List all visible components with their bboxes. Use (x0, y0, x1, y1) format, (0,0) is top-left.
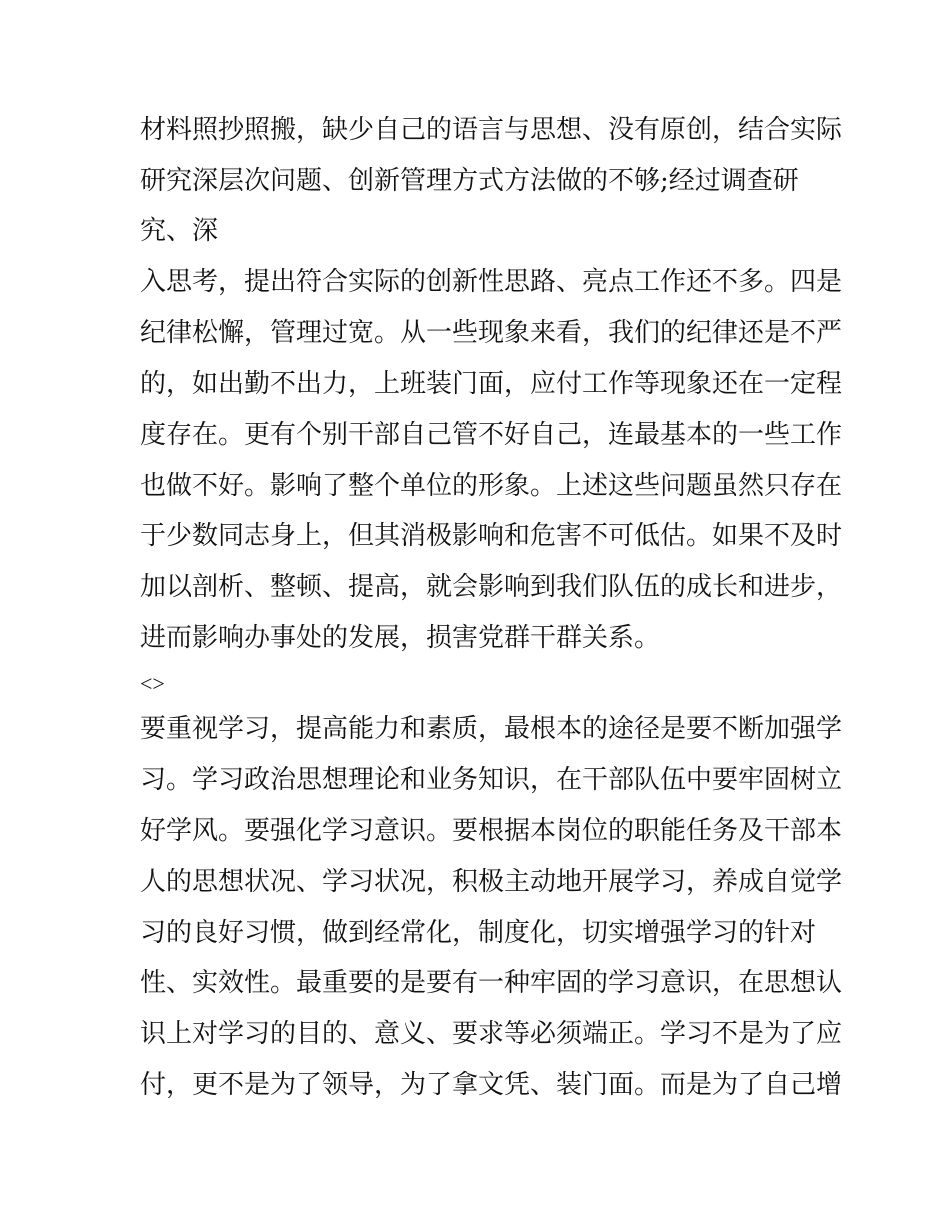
text-line: 习。学习政治思想理论和业务知识，在干部队伍中要牢固树立 (140, 765, 843, 795)
section-marker: <> (140, 671, 165, 696)
text-line: 的，如出勤不出力，上班装门面，应付工作等现象还在一定程 (140, 369, 843, 399)
text-line: 性、实效性。最重要的是要有一种牢固的学习意识，在思想认 (140, 968, 843, 998)
text-line: 于少数同志身上，但其消极影响和危害不可低估。如果不及时 (140, 521, 843, 551)
text-line: 习的良好习惯，做到经常化，制度化，切实增强学习的针对 (140, 918, 817, 948)
text-line: 度存在。更有个别干部自己管不好自己，连最基本的一些工作 (140, 420, 843, 450)
text-line: 好学风。要强化学习意识。要根据本岗位的职能任务及干部本 (140, 816, 843, 846)
text-line: 材料照抄照搬，缺少自己的语言与思想、没有原创，结合实际 (140, 115, 843, 145)
text-line: 识上对学习的目的、意义、要求等必须端正。学习不是为了应 (140, 1019, 843, 1049)
text-line: 进而影响办事处的发展，损害党群干群关系。 (140, 623, 661, 653)
text-line: 入思考，提出符合实际的创新性思路、亮点工作还不多。四是 (140, 267, 843, 297)
text-line: 加以剖析、整顿、提高，就会影响到我们队伍的成长和进步， (140, 572, 843, 602)
text-line: 纪律松懈，管理过宽。从一些现象来看，我们的纪律还是不严 (140, 318, 843, 348)
text-line: 究、深 (140, 216, 219, 246)
text-line: 人的思想状况、学习状况，积极主动地开展学习，养成自觉学 (140, 867, 843, 897)
text-line: 要重视学习，提高能力和素质，最根本的途径是要不断加强学 (140, 714, 843, 744)
text-line: 付，更不是为了领导，为了拿文凭、装门面。而是为了自己增 (140, 1070, 843, 1100)
text-line: 研究深层次问题、创新管理方式方法做的不够;经过调查研 (140, 166, 799, 196)
text-line: 也做不好。影响了整个单位的形象。上述这些问题虽然只存在 (140, 471, 843, 501)
